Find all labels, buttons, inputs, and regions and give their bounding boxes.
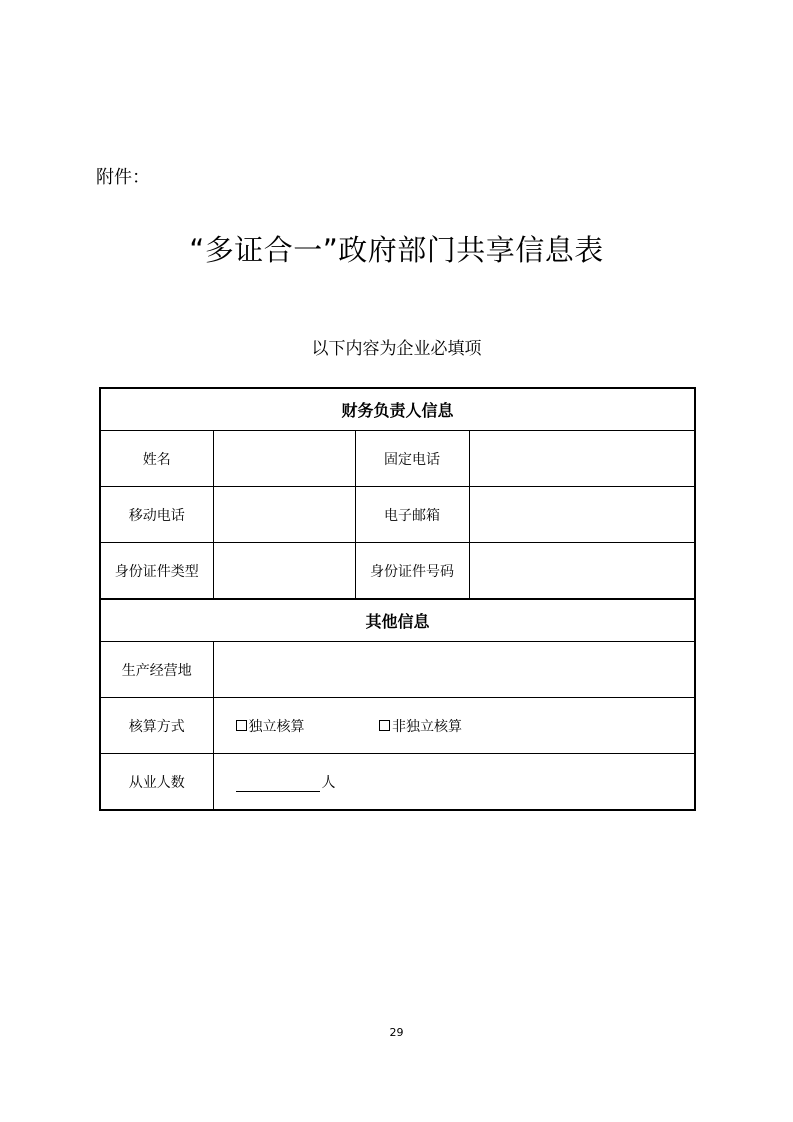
other-section-heading: 其他信息 (100, 599, 695, 642)
accounting-option-independent[interactable] (236, 716, 305, 736)
page-number: 29 (389, 1026, 404, 1039)
id-type-label: 身份证件类型 (100, 543, 213, 600)
landline-field[interactable] (469, 431, 695, 487)
document-subtitle: 以下内容为企业必填项 (311, 339, 482, 359)
address-field[interactable] (213, 642, 695, 698)
attachment-label: 附件： (96, 167, 150, 188)
checkbox-icon[interactable] (236, 720, 247, 731)
id-type-field[interactable] (213, 543, 355, 600)
email-label: 电子邮箱 (355, 487, 469, 543)
accounting-option-1-text: 独立核算 (248, 718, 305, 735)
employees-label: 从业人数 (100, 754, 213, 811)
mobile-label: 移动电话 (100, 487, 213, 543)
mobile-field[interactable] (213, 487, 355, 543)
name-label: 姓名 (100, 431, 213, 487)
accounting-options (213, 698, 695, 754)
email-field[interactable] (469, 487, 695, 543)
name-field[interactable] (213, 431, 355, 487)
shared-info-form (99, 387, 696, 811)
id-number-field[interactable] (469, 543, 695, 600)
address-label: 生产经营地 (100, 642, 213, 698)
document-title: “多证合一”政府部门共享信息表 (189, 233, 604, 267)
accounting-option-non-independent[interactable] (379, 716, 462, 736)
checkbox-icon[interactable] (379, 720, 390, 731)
accounting-label: 核算方式 (100, 698, 213, 754)
id-number-label: 身份证件号码 (355, 543, 469, 600)
landline-label: 固定电话 (355, 431, 469, 487)
employees-unit: 人 (321, 774, 336, 791)
finance-section-heading: 财务负责人信息 (100, 388, 695, 431)
accounting-option-2-text: 非独立核算 (391, 718, 462, 735)
employees-blank[interactable] (236, 777, 320, 792)
employees-cell (213, 754, 695, 811)
